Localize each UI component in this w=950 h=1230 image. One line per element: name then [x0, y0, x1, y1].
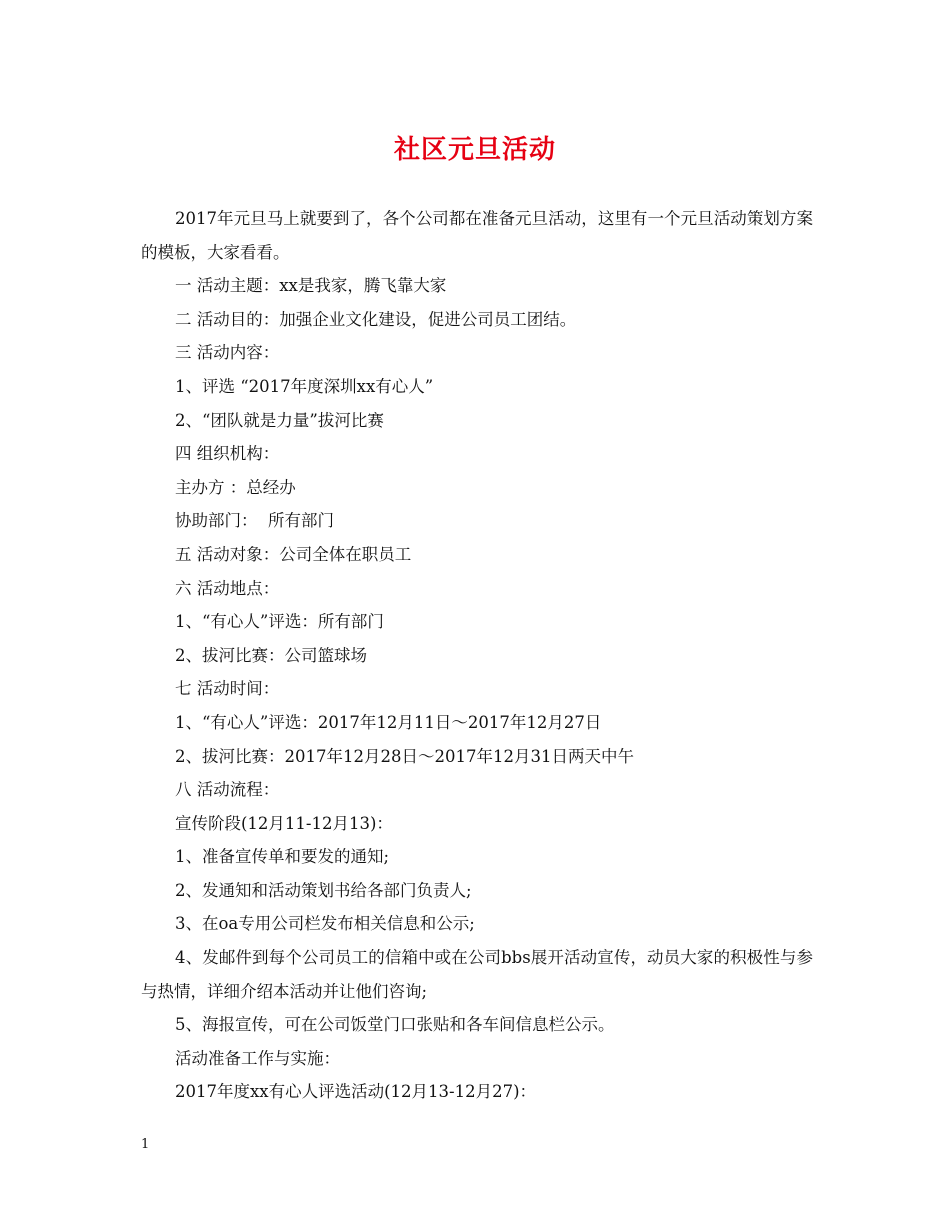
- paragraph: 2、拔河比赛：2017年12月28日～2017年12月31日两天中午: [175, 746, 634, 766]
- paragraph: 2、“团队就是力量”拔河比赛: [175, 410, 384, 430]
- paragraph: 五 活动对象：公司全体在职员工: [175, 544, 412, 564]
- paragraph: 1、评选 “2017年度深圳xx有心人”: [175, 376, 434, 396]
- paragraph: 2、发通知和活动策划书给各部门负责人;: [175, 880, 472, 900]
- paragraph: 活动准备工作与实施：: [175, 1048, 340, 1068]
- paragraph: 八 活动流程：: [175, 780, 280, 800]
- document-title: 社区元旦活动: [393, 135, 556, 165]
- paragraph: 一 活动主题：xx是我家，腾飞靠大家: [175, 276, 447, 296]
- paragraph: 三 活动内容：: [175, 343, 280, 363]
- paragraph: 六 活动地点：: [175, 578, 280, 598]
- paragraph: 七 活动时间：: [175, 679, 280, 699]
- paragraph: 1、“有心人”评选：2017年12月11日～2017年12月27日: [175, 712, 602, 732]
- paragraph: 协助部门： 所有部门: [175, 511, 334, 531]
- page-number: 1: [141, 1137, 150, 1152]
- paragraph: 宣传阶段(12月11-12月13)：: [175, 813, 393, 833]
- paragraph: 4、发邮件到每个公司员工的信箱中或在公司bbs展开活动宣传，动员大家的积极性与参与热情，详细介绍本活动并让他们咨询;: [141, 948, 813, 1001]
- paragraph: 2017年度xx有心人评选活动(12月13-12月27)：: [175, 1082, 537, 1102]
- document-body: [141, 202, 813, 1109]
- paragraph: 二 活动目的：加强企业文化建设，促进公司员工团结。: [175, 309, 577, 329]
- paragraph: 四 组织机构：: [175, 444, 280, 464]
- paragraph: 2、拔河比赛：公司篮球场: [175, 645, 367, 665]
- paragraph: 1、准备宣传单和要发的通知;: [175, 847, 390, 867]
- paragraph: 2017年元旦马上就要到了，各个公司都在准备元旦活动，这里有一个元旦活动策划方案的模板，大家看看。: [141, 209, 813, 262]
- paragraph: 主办方 ：总经办: [175, 477, 296, 497]
- paragraph: 3、在oa专用公司栏发布相关信息和公示;: [175, 914, 475, 934]
- paragraph: 5、海报宣传，可在公司饭堂门口张贴和各车间信息栏公示。: [175, 1015, 615, 1035]
- paragraph: 1、“有心人”评选：所有部门: [175, 612, 384, 632]
